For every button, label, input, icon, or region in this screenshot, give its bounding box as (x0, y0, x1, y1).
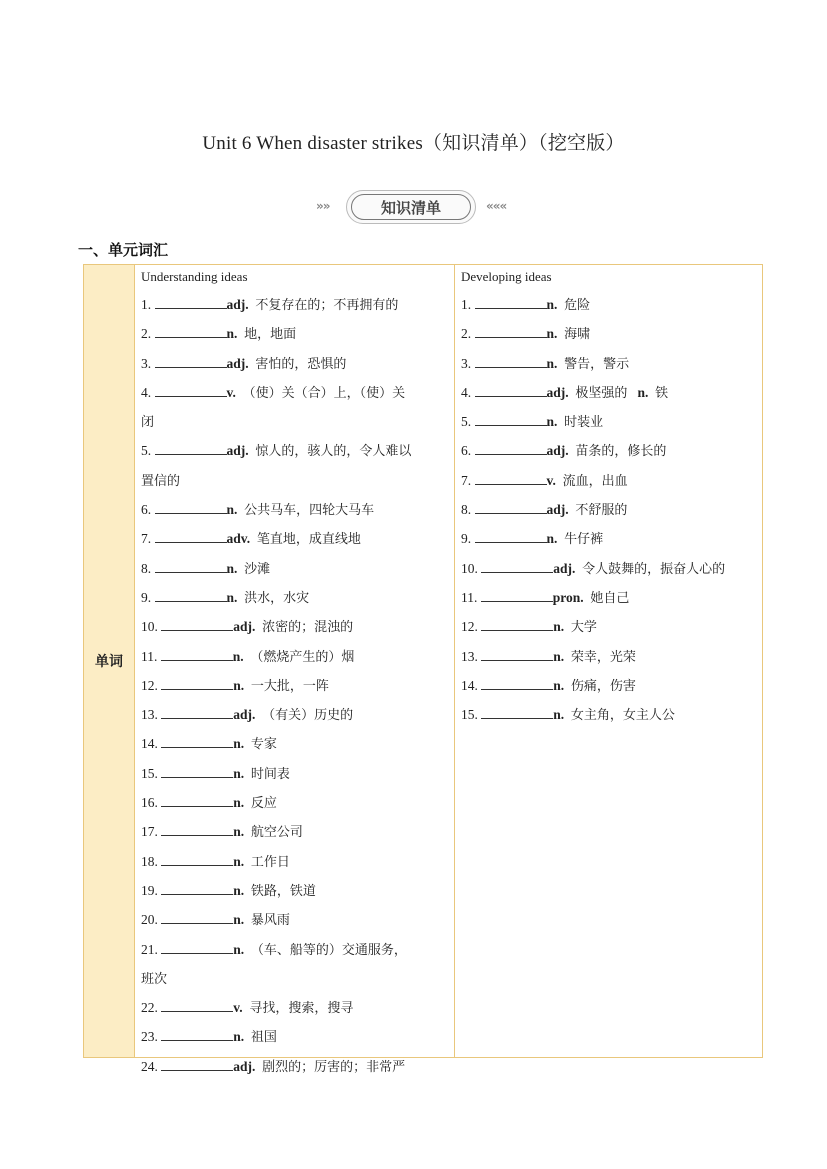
list-item (461, 408, 756, 437)
part-of-speech: n. (232, 648, 244, 664)
item-number: 3. (461, 355, 472, 371)
item-meaning: 铁路，铁道 (250, 883, 316, 899)
item-meaning: 寻找，搜索，搜寻 (249, 1001, 354, 1017)
list-item (461, 350, 756, 379)
part-of-speech: n. (233, 1029, 245, 1045)
list-item (141, 1053, 448, 1082)
answer-blank[interactable] (161, 997, 233, 1012)
answer-blank[interactable] (475, 470, 547, 485)
part-of-speech: adj. (233, 707, 256, 723)
answer-blank[interactable] (155, 440, 227, 455)
item-number: 19. (141, 882, 158, 898)
part-of-speech: n. (226, 589, 238, 605)
part-of-speech: n. (546, 326, 558, 342)
answer-blank[interactable] (161, 851, 233, 866)
list-item (141, 877, 448, 906)
answer-blank[interactable] (475, 440, 547, 455)
item-number: 8. (461, 502, 472, 518)
item-meaning: 铁 (655, 385, 669, 401)
item-meaning: 不复存在的；不再拥有的 (255, 298, 399, 313)
answer-blank[interactable] (481, 646, 553, 661)
answer-blank[interactable] (161, 616, 233, 631)
item-number: 3. (141, 355, 152, 371)
item-number: 10. (461, 560, 478, 576)
item-number: 21. (141, 941, 158, 957)
part-of-speech: adj. (226, 355, 249, 371)
answer-blank[interactable] (161, 733, 233, 748)
part-of-speech: n. (553, 619, 565, 635)
part-of-speech: adj. (233, 1058, 256, 1074)
column-heading: Understanding ideas (141, 269, 248, 284)
answer-blank[interactable] (155, 587, 227, 602)
answer-blank[interactable] (481, 587, 553, 602)
item-meaning: 剧烈的；厉害的；非常严 (262, 1059, 406, 1075)
item-meaning: 反应 (250, 796, 277, 812)
part-of-speech: v. (226, 384, 236, 400)
part-of-speech: n. (233, 677, 245, 693)
item-meaning: 班次 (141, 971, 168, 987)
item-meaning: （有关）历史的 (262, 708, 354, 724)
list-item (461, 584, 756, 613)
right-arrows-icon: »» (316, 199, 330, 213)
left-arrows-icon: ««« (486, 199, 507, 213)
part-of-speech: n. (546, 414, 558, 430)
list-item (141, 643, 448, 672)
part-of-speech: n. (553, 648, 565, 664)
item-meaning: 牛仔裤 (564, 532, 604, 548)
part-of-speech: n. (233, 941, 245, 957)
answer-blank[interactable] (481, 704, 553, 719)
item-number: 22. (141, 1000, 158, 1016)
column-understanding (135, 265, 455, 1075)
item-number: 12. (461, 619, 478, 635)
item-meaning: 置信的 (141, 473, 181, 489)
item-number: 6. (141, 502, 152, 518)
item-meaning: （燃烧产生的）烟 (250, 649, 355, 665)
item-meaning: 警告，警示 (564, 356, 630, 372)
part-of-speech: n. (226, 502, 238, 518)
answer-blank[interactable] (155, 323, 227, 338)
item-meaning: （车、船等的）交通服务， (250, 942, 407, 958)
list-item-continuation (141, 467, 448, 496)
item-meaning: 不舒服的 (575, 503, 628, 519)
item-number: 20. (141, 912, 158, 928)
item-meaning: 惊人的，骇人的，令人难以 (255, 444, 412, 460)
item-number: 8. (141, 560, 152, 576)
list-item (141, 848, 448, 877)
part-of-speech: adj. (226, 443, 249, 459)
part-of-speech: adj. (226, 297, 249, 312)
item-meaning: 笔直地，成直线地 (256, 532, 361, 548)
answer-blank[interactable] (155, 353, 227, 368)
item-number: 12. (141, 677, 158, 693)
answer-blank[interactable] (161, 1026, 233, 1041)
part-of-speech: n. (553, 677, 565, 693)
answer-blank[interactable] (481, 558, 553, 573)
part-of-speech: adj. (546, 502, 569, 518)
item-number: 7. (461, 472, 472, 488)
item-meaning: 荣幸，光荣 (570, 649, 636, 665)
list-item (461, 672, 756, 701)
item-meaning: 苗条的，修长的 (575, 444, 667, 460)
list-item (141, 906, 448, 935)
item-number: 10. (141, 619, 158, 635)
item-number: 11. (141, 648, 158, 664)
item-number: 4. (461, 384, 472, 400)
item-meaning: 祖国 (250, 1030, 277, 1046)
answer-blank[interactable] (155, 294, 227, 309)
answer-blank[interactable] (155, 558, 227, 573)
item-number: 9. (141, 589, 152, 605)
section-badge (312, 190, 512, 226)
list-item (141, 730, 448, 759)
part-of-speech: adj. (546, 384, 569, 400)
list-item (141, 994, 448, 1023)
part-of-speech: n. (226, 560, 238, 576)
answer-blank[interactable] (161, 880, 233, 895)
list-item (141, 1023, 448, 1052)
item-number: 23. (141, 1029, 158, 1045)
answer-blank[interactable] (161, 763, 233, 778)
answer-blank[interactable] (475, 499, 547, 514)
item-number: 11. (461, 589, 478, 605)
list-item (141, 555, 448, 584)
item-meaning: 航空公司 (250, 825, 303, 841)
part-of-speech: v. (546, 472, 556, 488)
list-item (141, 701, 448, 730)
part-of-speech: n. (233, 795, 245, 811)
answer-blank[interactable] (155, 382, 227, 397)
item-meaning: 时装业 (564, 415, 604, 431)
badge-label: 知识清单 (351, 194, 471, 220)
list-item (141, 350, 448, 379)
item-meaning: 公共马车，四轮大马车 (244, 503, 375, 519)
item-meaning: 时间表 (250, 766, 290, 782)
list-item (461, 643, 756, 672)
answer-blank[interactable] (155, 499, 227, 514)
item-number: 6. (461, 443, 472, 459)
part-of-speech: n. (233, 824, 245, 840)
item-meaning: 伤痛，伤害 (570, 678, 636, 694)
list-item-continuation (141, 965, 448, 994)
answer-blank[interactable] (161, 646, 233, 661)
badge-frame (346, 190, 476, 224)
item-meaning: （使）关（合）上，（使）关 (242, 385, 406, 401)
item-number: 5. (141, 443, 152, 459)
list-item (141, 584, 448, 613)
item-meaning: 浓密的；混浊的 (262, 620, 354, 636)
answer-blank[interactable] (481, 616, 553, 631)
item-meaning: 她自己 (590, 590, 630, 606)
item-meaning: 害怕的，恐惧的 (255, 356, 347, 372)
list-item (461, 320, 756, 349)
item-meaning: 工作日 (250, 854, 290, 870)
list-item (461, 701, 756, 730)
list-item (141, 320, 448, 349)
answer-blank[interactable] (475, 411, 547, 426)
list-item (461, 496, 756, 525)
item-number: 24. (141, 1058, 158, 1074)
part-of-speech: adv. (226, 531, 251, 547)
answer-blank[interactable] (481, 675, 553, 690)
part-of-speech: n. (233, 882, 245, 898)
item-meaning: 地，地面 (244, 327, 297, 343)
list-item (141, 818, 448, 847)
part-of-speech: n. (233, 765, 245, 781)
item-number: 5. (461, 414, 472, 430)
answer-blank[interactable] (161, 792, 233, 807)
item-number: 13. (461, 648, 478, 664)
part-of-speech: adj. (233, 619, 256, 635)
answer-blank[interactable] (475, 528, 547, 543)
list-item (141, 496, 448, 525)
item-number: 13. (141, 707, 158, 723)
list-item (461, 437, 756, 466)
list-item (461, 467, 756, 496)
part-of-speech: n. (226, 326, 238, 342)
item-meaning: 大学 (570, 620, 597, 636)
page-title: Unit 6 When disaster strikes（知识清单）（挖空版） (202, 133, 625, 154)
vocabulary-table (83, 264, 763, 1075)
part-of-speech: n. (233, 912, 245, 928)
answer-blank[interactable] (161, 675, 233, 690)
list-item (141, 936, 448, 965)
item-meaning: 一大批，一阵 (250, 678, 329, 694)
part-of-speech: n. (546, 355, 558, 371)
item-meaning: 极坚强的 (575, 385, 628, 401)
answer-blank[interactable] (475, 382, 547, 397)
item-number: 15. (461, 707, 478, 723)
list-item (141, 379, 448, 408)
list-item (141, 672, 448, 701)
item-number: 15. (141, 765, 158, 781)
item-number: 2. (461, 326, 472, 342)
item-meaning: 暴风雨 (250, 913, 290, 929)
part-of-speech: n. (553, 707, 565, 723)
item-meaning: 专家 (250, 737, 277, 753)
item-number: 16. (141, 795, 158, 811)
item-meaning: 洪水，水灾 (244, 590, 310, 606)
part-of-speech: v. (233, 1000, 243, 1016)
item-meaning: 海啸 (564, 327, 591, 343)
answer-blank[interactable] (161, 939, 233, 954)
row-label: 单词 (84, 265, 135, 1057)
item-meaning: 令人鼓舞的，振奋人心的 (582, 561, 726, 577)
item-meaning: 沙滩 (244, 561, 271, 577)
list-item-continuation (141, 408, 448, 437)
answer-blank[interactable] (155, 528, 227, 543)
list-item (461, 613, 756, 642)
item-list (141, 291, 448, 1082)
column-heading: Developing ideas (461, 269, 552, 284)
answer-blank[interactable] (475, 353, 547, 368)
item-number: 4. (141, 384, 152, 400)
answer-blank[interactable] (161, 821, 233, 836)
part-of-speech: n. (546, 531, 558, 547)
part-of-speech: n. (546, 297, 558, 312)
item-number: 18. (141, 853, 158, 869)
item-number: 2. (141, 326, 152, 342)
item-list (461, 291, 756, 730)
part-of-speech: n. (233, 736, 245, 752)
list-item (141, 291, 448, 320)
list-item (461, 525, 756, 554)
part-of-speech: adj. (546, 443, 569, 459)
part-of-speech: n. (637, 384, 649, 400)
item-number: 14. (461, 677, 478, 693)
item-number: 1. (461, 297, 472, 312)
answer-blank[interactable] (475, 294, 547, 309)
part-of-speech: pron. (552, 589, 584, 605)
list-item (461, 379, 756, 408)
column-developing (455, 265, 762, 1057)
answer-blank[interactable] (161, 909, 233, 924)
answer-blank[interactable] (475, 323, 547, 338)
item-number: 7. (141, 531, 152, 547)
item-number: 9. (461, 531, 472, 547)
item-meaning: 闭 (141, 415, 155, 431)
list-item (141, 789, 448, 818)
item-meaning: 危险 (564, 298, 591, 313)
list-item (141, 613, 448, 642)
part-of-speech: adj. (553, 560, 576, 576)
item-number: 17. (141, 824, 158, 840)
answer-blank[interactable] (161, 704, 233, 719)
list-item (141, 760, 448, 789)
list-item (461, 291, 756, 320)
list-item (141, 525, 448, 554)
answer-blank[interactable] (161, 1056, 233, 1071)
item-meaning: 女主角，女主人公 (570, 708, 675, 724)
item-meaning: 流血，出血 (562, 473, 628, 489)
item-number: 14. (141, 736, 158, 752)
list-item (461, 555, 756, 584)
part-of-speech: n. (233, 853, 245, 869)
item-number: 1. (141, 297, 152, 312)
section-heading: 一、单元词汇 (78, 241, 169, 259)
list-item (141, 437, 448, 466)
